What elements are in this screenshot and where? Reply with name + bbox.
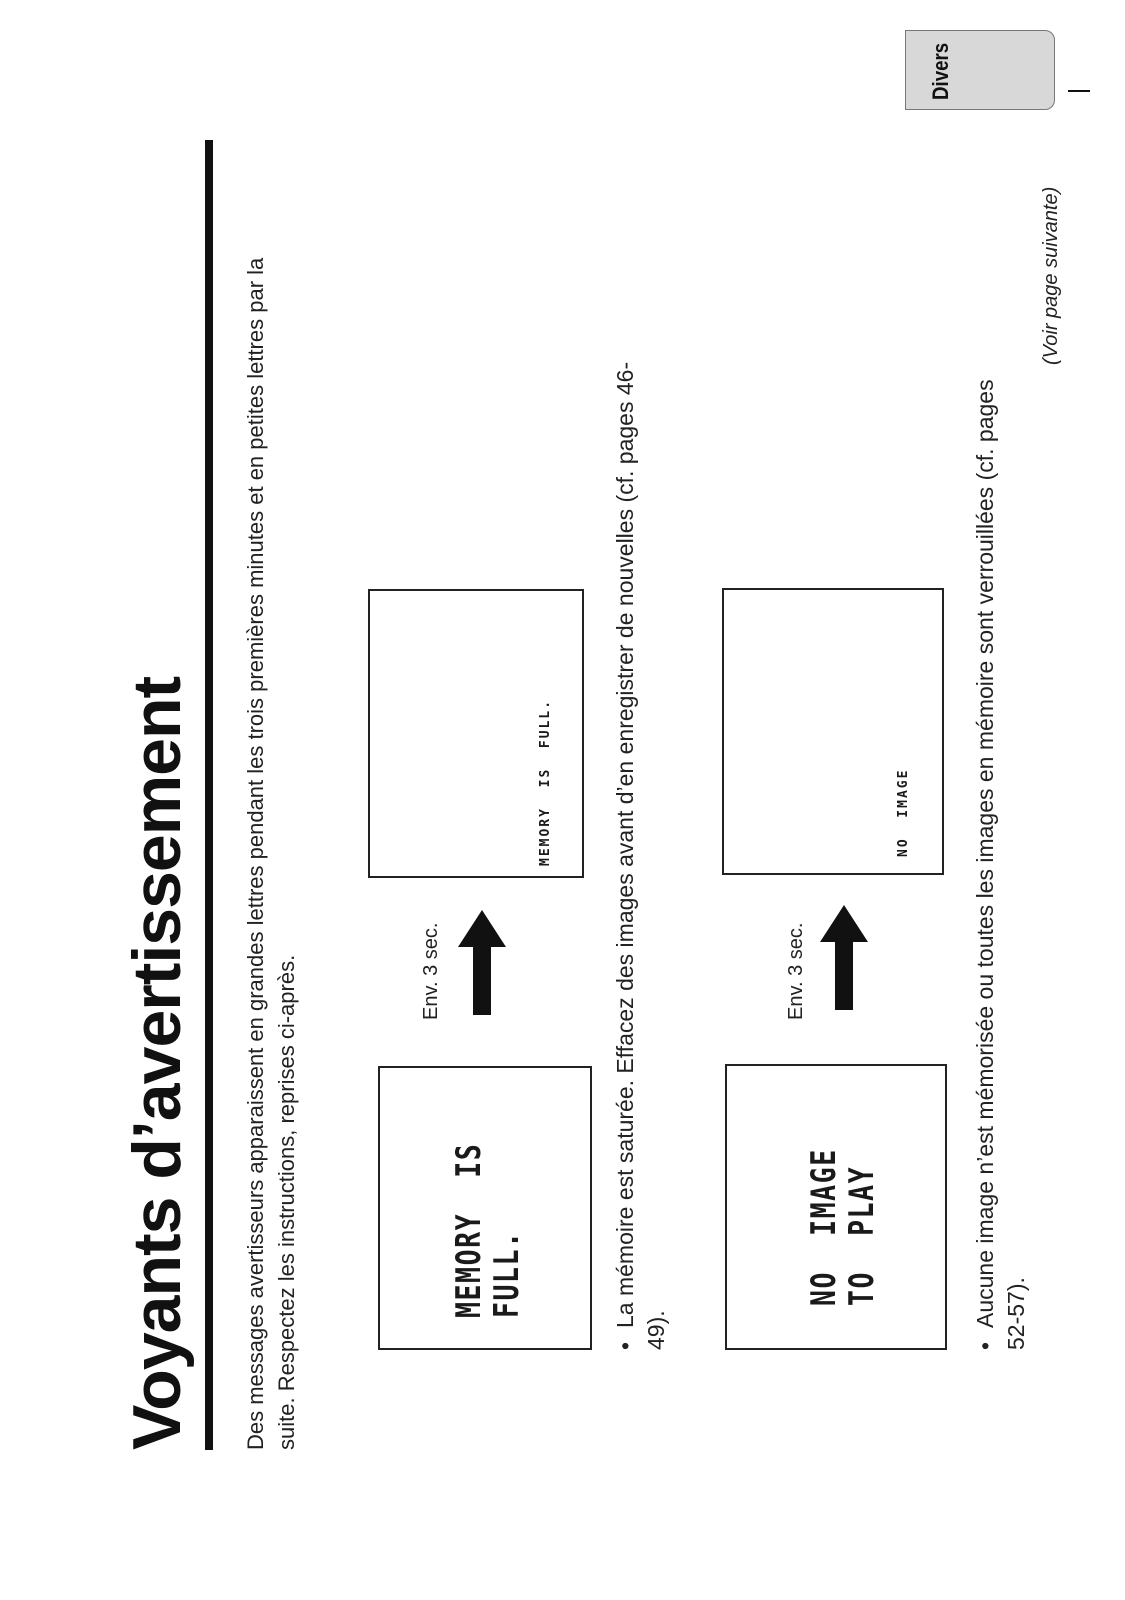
tab-marker [1068,90,1090,92]
small-message-1: MEMORY IS FULL. [538,698,553,866]
bullet-icon: • [612,1341,638,1350]
page-title: Voyants d’avertissement [119,676,195,1450]
title-rule [205,140,213,1450]
section-tab-label: Divers [928,42,953,100]
large-message-2: NO IMAGE TO PLAY [804,1148,882,1306]
small-message-screen-1 [368,589,584,878]
small-message-screen-2 [722,588,944,875]
large-message-screen-2 [725,1064,947,1350]
warning-description-text-1: La mémoire est saturée. Effacez des images avant d’en enregistrer de nouvelles (cf. pages 46-49). [612,361,669,1350]
intro-paragraph: Des messages avertisseurs apparaissent en grandes lettres pendant les trois premières minutes et en petites lettres par la suite. Respectez les instructions, reprises ci-après. [243,257,299,1450]
large-message-screen-1 [378,1066,592,1350]
large-message-1: MEMORY IS FULL. [449,1142,527,1318]
warning-description-text-2: Aucune image n’est mémorisée ou toutes les images en mémoire sont verrouillées (cf. pages 52-57). [972,379,1029,1350]
delay-label-1: Env. 3 sec. [420,922,442,1020]
warning-description-2 [970,350,1032,1350]
delay-label-2: Env. 3 sec. [785,922,807,1020]
small-message-2: NO IMAGE [896,768,911,857]
warning-description-1 [610,350,672,1350]
right-arrow-icon [458,905,508,1015]
bullet-icon: • [972,1341,998,1350]
right-arrow-icon [820,900,870,1010]
continued-note: (Voir page suivante) [1040,186,1062,365]
